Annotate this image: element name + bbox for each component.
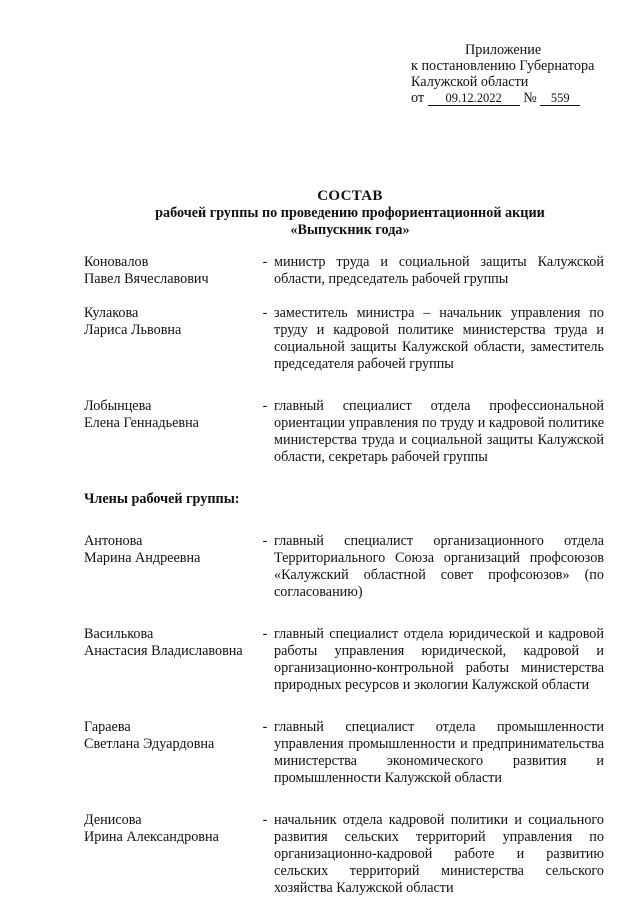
leader-entry [84, 254, 604, 288]
given-names: Елена Геннадьевна [84, 415, 199, 431]
appendix-line3: Калужской области [411, 74, 529, 90]
roster [84, 254, 604, 897]
surname: Василькова [84, 626, 154, 642]
person-role: главный специалист отдела промышленности управления промышленности и предпринимательства министерства экономического развития и промышленности Калужской области [274, 719, 604, 786]
person-role: главный специалист отдела профессиональной ориентации управления по труду и кадровой политике министерства труда и социальной защиты Калужской области, секретарь рабочей группы [274, 398, 604, 465]
given-names: Светлана Эдуардовна [84, 736, 215, 752]
given-names: Павел Вячеславович [84, 271, 209, 287]
person-name [84, 626, 256, 660]
appendix-line2: к постановлению Губернатора [411, 58, 595, 74]
number-value: 559 [540, 91, 580, 106]
person-role: начальник отдела кадровой политики и социального развития сельских территорий управления по организационно-кадровой работе и развитию сельских территорий министерства сельского хозяйства Калужской области [274, 812, 604, 896]
dash: - [262, 398, 268, 414]
title-main: СОСТАВ [317, 188, 383, 204]
title-line2: рабочей группы по проведению профориентационной акции [155, 205, 545, 221]
person-name [84, 398, 256, 432]
person-name [84, 719, 256, 753]
appendix-block [411, 42, 621, 106]
surname: Денисова [84, 812, 142, 828]
given-names: Ирина Александровна [84, 829, 219, 845]
member-entry [84, 533, 604, 601]
number-sign: № [523, 90, 537, 106]
leader-entry [84, 305, 604, 373]
member-entry [84, 812, 604, 897]
dash: - [262, 254, 268, 270]
surname: Кулакова [84, 305, 139, 321]
member-entry [84, 719, 604, 787]
dash: - [262, 812, 268, 828]
dash: - [262, 533, 268, 549]
person-name [84, 533, 256, 567]
document-title [80, 188, 620, 239]
date-value: 09.12.2022 [428, 91, 520, 106]
leader-entry [84, 398, 604, 466]
person-name [84, 254, 256, 288]
members-heading: Члены рабочей группы: [84, 491, 240, 507]
person-role: главный специалист организационного отдела Территориального Союза организаций профсоюзов «Калужский областной совет профсоюзов» (по согласованию) [274, 533, 604, 600]
date-prefix: от [411, 90, 425, 106]
dash: - [262, 719, 268, 735]
given-names: Лариса Львовна [84, 322, 182, 338]
appendix-date-line [411, 90, 621, 106]
person-name [84, 305, 256, 339]
surname: Гараева [84, 719, 131, 735]
surname: Антонова [84, 533, 143, 549]
given-names: Анастасия Владиславовна [84, 643, 243, 659]
person-name [84, 812, 256, 846]
appendix-title: Приложение [465, 42, 542, 58]
member-entry [84, 626, 604, 694]
person-role: заместитель министра – начальник управления по труду и кадровой политике министерства труда и социальной защиты Калужской области, заместитель председателя рабочей группы [274, 305, 604, 372]
surname: Лобынцева [84, 398, 152, 414]
title-line3: «Выпускник года» [290, 222, 410, 238]
person-role: главный специалист отдела юридической и кадровой работы управления юридической, кадровой и организационно-контрольной работы министерства природных ресурсов и экологии Калужской области [274, 626, 604, 693]
given-names: Марина Андреевна [84, 550, 201, 566]
person-role: министр труда и социальной защиты Калужской области, председатель рабочей группы [274, 254, 604, 287]
surname: Коновалов [84, 254, 149, 270]
dash: - [262, 305, 268, 321]
dash: - [262, 626, 268, 642]
